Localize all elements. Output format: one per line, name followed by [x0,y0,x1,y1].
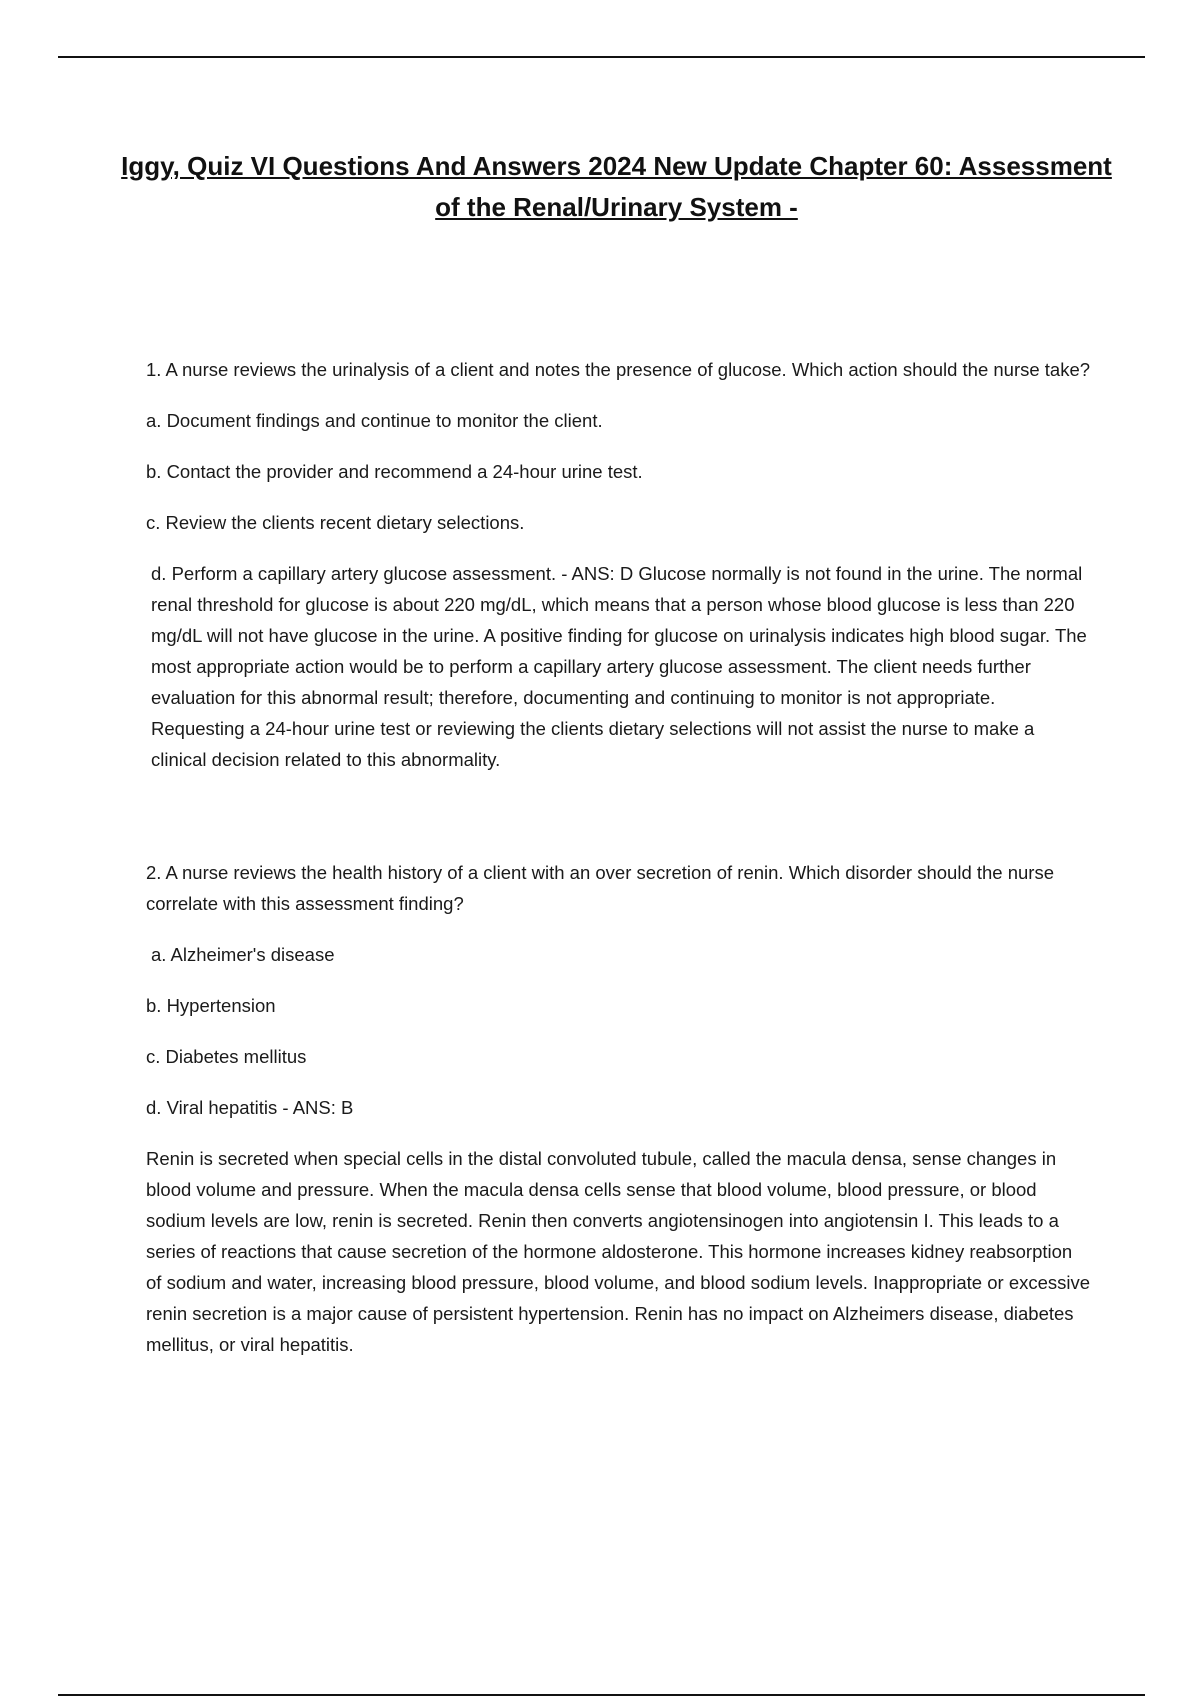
document-body [146,354,1092,1380]
document-title [120,146,1113,228]
question-2-option-c: c. Diabetes mellitus [146,1046,307,1067]
top-divider [58,56,1145,58]
question-1-option-c: c. Review the clients recent dietary selections. [146,512,525,533]
question-2-stem: 2. A nurse reviews the health history of a client with an over secretion of renin. Which disorder should the nurse correlate with this assessment finding? [146,862,1055,914]
bottom-divider [58,1694,1145,1696]
title-line-2: of the Renal/Urinary System - [435,192,798,222]
question-2-option-b: b. Hypertension [146,995,276,1016]
title-line-1: Iggy, Quiz VI Questions And Answers 2024 New Update Chapter 60: Assessment [121,151,1112,181]
question-1-stem: 1. A nurse reviews the urinalysis of a client and notes the presence of glucose. Which action should the nurse take? [146,359,1091,380]
question-2-option-d-answer: d. Viral hepatitis - ANS: B [146,1097,354,1118]
question-1-option-a: a. Document findings and continue to monitor the client. [146,410,603,431]
question-1-option-d-answer: d. Perform a capillary artery glucose assessment. - ANS: D Glucose normally is not found in the urine. The normal renal threshold for glucose is about 220 mg/dL, which means that a person whose blood glucose is less than 220 mg/dL will not have glucose in the urine. A positive finding for glucose on urinalysis indicates high blood sugar. The most appropriate action would be to perform a capillary artery glucose assessment. The client needs further evaluation for this abnormal result; therefore, documenting and continuing to monitor is not appropriate. Requesting a 24-hour urine test or reviewing the clients dietary selections will not assist the nurse to make a clinical decision related to this abnormality. [151,563,1087,770]
question-1-option-b: b. Contact the provider and recommend a 24-hour urine test. [146,461,643,482]
question-2-option-a: a. Alzheimer's disease [151,944,335,965]
question-2-rationale: Renin is secreted when special cells in the distal convoluted tubule, called the macula densa, sense changes in blood volume and pressure. When the macula densa cells sense that blood volume, blood pressure, or blood sodium levels are low, renin is secreted. Renin then converts angiotensinogen into angiotensin I. This leads to a series of reactions that cause secretion of the hormone aldosterone. This hormone increases kidney reabsorption of sodium and water, increasing blood pressure, blood volume, and blood sodium levels. Inappropriate or excessive renin secretion is a major cause of persistent hypertension. Renin has no impact on Alzheimers disease, diabetes mellitus, or viral hepatitis. [146,1148,1091,1355]
